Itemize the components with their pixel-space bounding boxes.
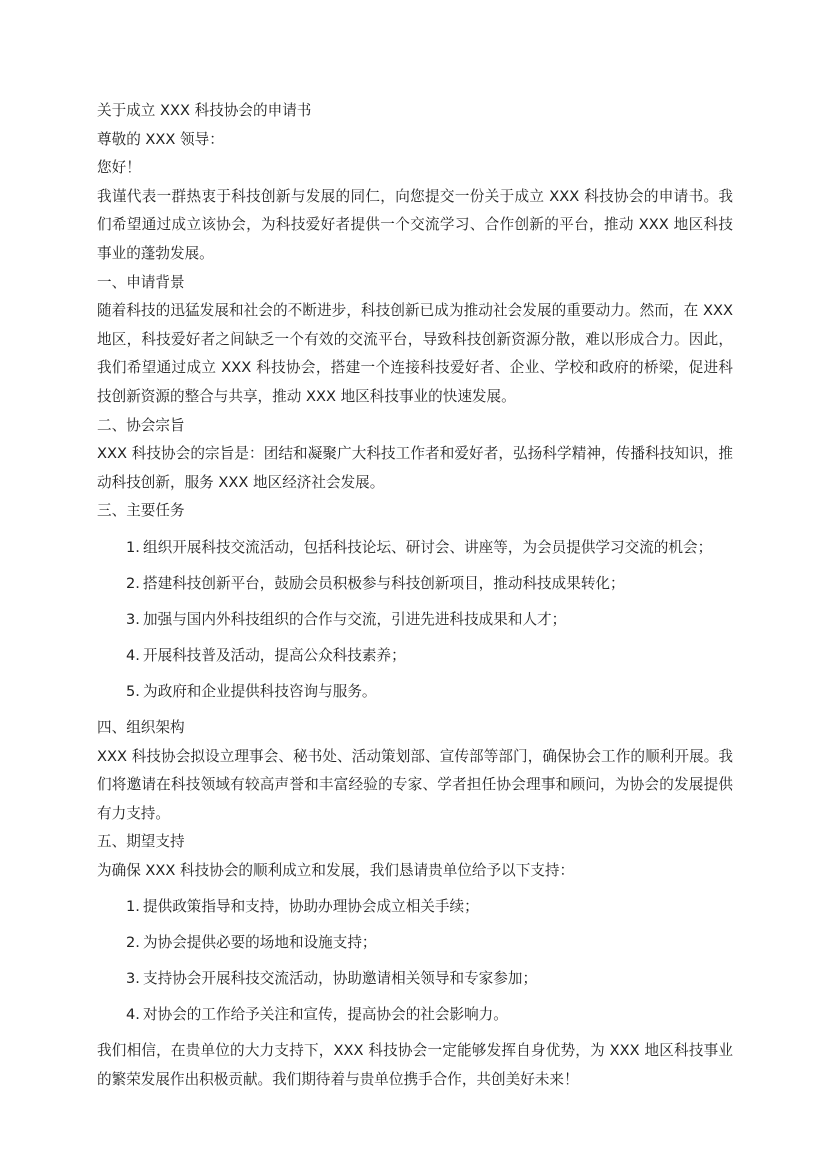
tasks-list (97, 530, 733, 710)
section-heading: 三、主要任务 (97, 502, 185, 520)
list-item (97, 889, 733, 925)
list-item (97, 961, 733, 997)
list-number: 4. (126, 646, 140, 664)
intro-paragraph: 我谨代表一群热衷于科技创新与发展的同仁，向您提交一份关于成立 XXX 科技协会的申请书。我们希望通过成立该协会，为科技爱好者提供一个交流学习、合作创新的平台，推动 XXX 地区科技事业的蓬勃发展。 (97, 187, 733, 262)
list-item (97, 997, 733, 1033)
list-number: 4. (126, 1006, 140, 1024)
list-item (97, 674, 733, 710)
list-text: 对协会的工作给予关注和宣传，提高协会的社会影响力。 (143, 1006, 508, 1024)
list-number: 2. (126, 934, 140, 952)
section-heading: 二、协会宗旨 (97, 416, 185, 434)
list-number: 2. (126, 574, 140, 592)
list-number: 1. (126, 538, 140, 556)
salutation: 尊敬的 XXX 领导： (97, 130, 224, 148)
list-number: 3. (126, 610, 140, 628)
list-number: 3. (126, 970, 140, 988)
greeting: 您好！ (97, 159, 141, 177)
section-body: XXX 科技协会的宗旨是：团结和凝聚广大科技工作者和爱好者，弘扬科学精神，传播科技知识，推动科技创新，服务 XXX 地区经济社会发展。 (97, 445, 733, 491)
list-item (97, 602, 733, 638)
list-number: 1. (126, 898, 140, 916)
list-text: 组织开展科技交流活动，包括科技论坛、研讨会、讲座等，为会员提供学习交流的机会； (143, 538, 713, 556)
list-item (97, 530, 733, 566)
document-title: 关于成立 XXX 科技协会的申请书 (97, 102, 312, 119)
section-body: XXX 科技协会拟设立理事会、秘书处、活动策划部、宣传部等部门，确保协会工作的顺利开展。我们将邀请在科技领域有较高声誉和丰富经验的专家、学者担任协会理事和顾问，为协会的发展提供有力支持。 (97, 747, 733, 822)
list-text: 为政府和企业提供科技咨询与服务。 (143, 682, 377, 700)
list-text: 提供政策指导和支持，协助办理协会成立相关手续； (143, 898, 479, 916)
list-item (97, 566, 733, 602)
document-page (97, 97, 733, 1095)
section-body: 随着科技的迅猛发展和社会的不断进步，科技创新已成为推动社会发展的重要动力。然而，在 XXX 地区，科技爱好者之间缺乏一个有效的交流平台，导致科技创新资源分散，难以形成合力。因此，我们希望通过成立 XXX 科技协会，搭建一个连接科技爱好者、企业、学校和政府的桥梁，促进科技创新资源的整合与共享，推动 XXX 地区科技事业的快速发展。 (97, 302, 733, 405)
list-number: 5. (126, 682, 140, 700)
list-text: 加强与国内外科技组织的合作与交流，引进先进科技成果和人才； (143, 610, 567, 628)
section-body: 为确保 XXX 科技协会的顺利成立和发展，我们恳请贵单位给予以下支持： (97, 861, 575, 879)
support-list (97, 889, 733, 1033)
list-item (97, 925, 733, 961)
list-text: 搭建科技创新平台，鼓励会员积极参与科技创新项目，推动科技成果转化； (143, 574, 625, 592)
list-text: 支持协会开展科技交流活动，协助邀请相关领导和专家参加； (143, 970, 538, 988)
section-heading: 五、期望支持 (97, 833, 185, 851)
list-text: 为协会提供必要的场地和设施支持； (143, 934, 377, 952)
closing-paragraph: 我们相信，在贵单位的大力支持下，XXX 科技协会一定能够发挥自身优势，为 XXX 地区科技事业的繁荣发展作出积极贡献。我们期待着与贵单位携手合作，共创美好未来！ (97, 1042, 733, 1089)
section-heading: 一、申请背景 (97, 273, 185, 291)
list-item (97, 638, 733, 674)
list-text: 开展科技普及活动，提高公众科技素养； (143, 646, 406, 664)
section-heading: 四、组织架构 (97, 718, 185, 736)
